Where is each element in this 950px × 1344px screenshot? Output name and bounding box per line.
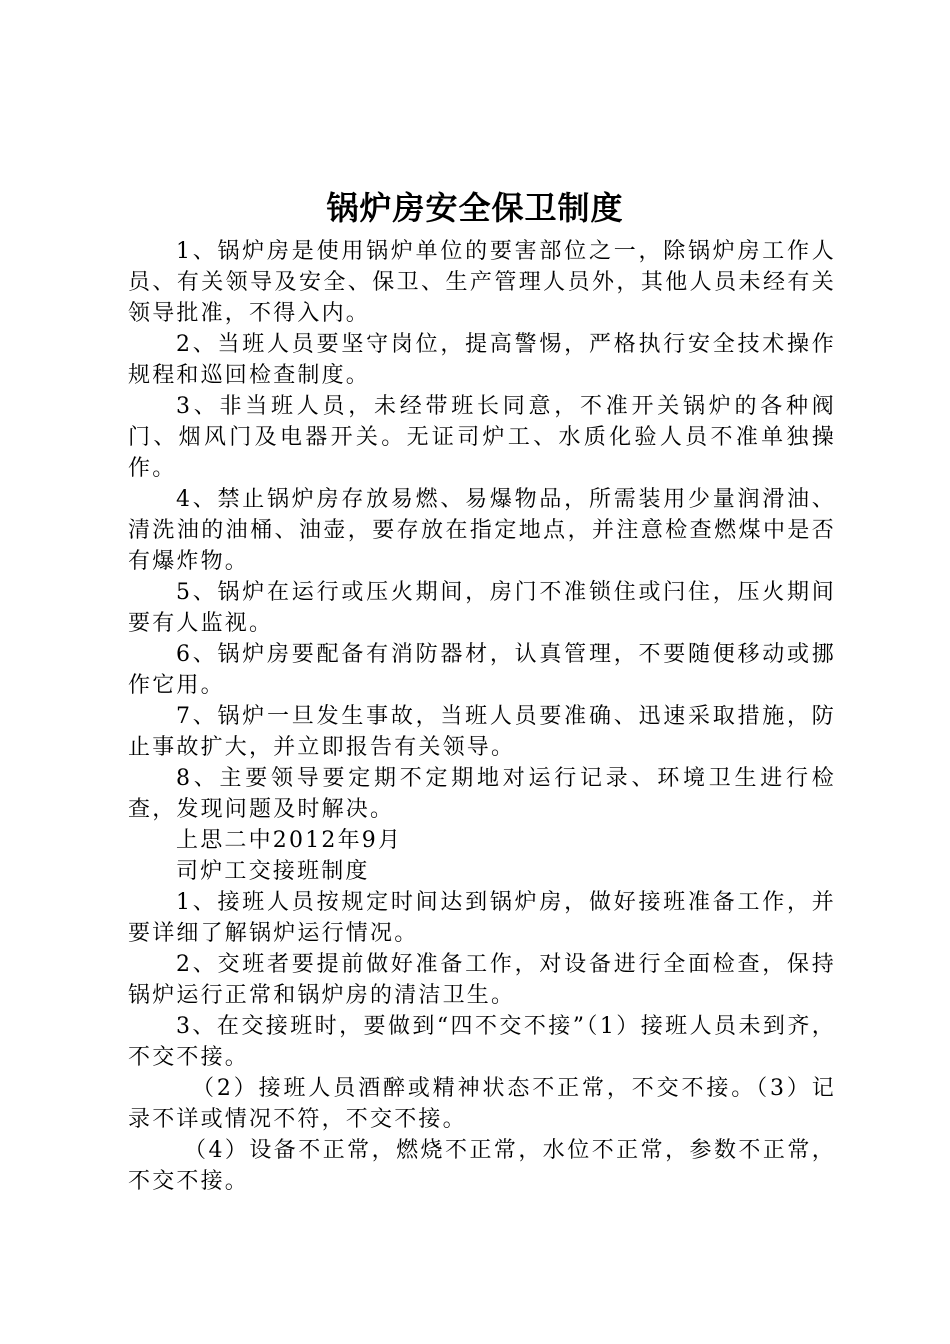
handover-paragraph-3: 3、在交接班时，要做到“四不交不接”（1）接班人员未到齐，不交不接。 bbox=[128, 1014, 836, 1070]
section-heading-handover: 司炉工交接班制度 bbox=[176, 859, 370, 884]
document-body bbox=[128, 236, 836, 1197]
signature-date: 上思二中2012年9月 bbox=[176, 828, 403, 853]
handover-paragraph-5: （4）设备不正常，燃烧不正常，水位不正常，参数不正常，不交不接。 bbox=[128, 1138, 836, 1194]
handover-paragraph-1: 1、接班人员按规定时间达到锅炉房，做好接班准备工作，并要详细了解锅炉运行情况。 bbox=[128, 890, 836, 946]
handover-paragraph-4: （2）接班人员酒醉或精神状态不正常，不交不接。（3）记录不详或情况不符，不交不接。 bbox=[128, 1076, 836, 1132]
paragraph-1: 1、锅炉房是使用锅炉单位的要害部位之一，除锅炉房工作人员、有关领导及安全、保卫、生产管理人员外，其他人员未经有关领导批准，不得入内。 bbox=[128, 239, 836, 326]
paragraph-8: 8、主要领导要定期不定期地对运行记录、环境卫生进行检查，发现问题及时解决。 bbox=[128, 766, 836, 822]
paragraph-3: 3、非当班人员，未经带班长同意，不准开关锅炉的各种阀门、烟风门及电器开关。无证司炉工、水质化验人员不准单独操作。 bbox=[128, 394, 836, 481]
paragraph-5: 5、锅炉在运行或压火期间，房门不准锁住或闩住，压火期间要有人监视。 bbox=[128, 580, 836, 636]
paragraph-2: 2、当班人员要坚守岗位，提高警惕，严格执行安全技术操作规程和巡回检查制度。 bbox=[128, 332, 836, 388]
paragraph-6: 6、锅炉房要配备有消防器材，认真管理，不要随便移动或挪作它用。 bbox=[128, 642, 836, 698]
handover-paragraph-2: 2、交班者要提前做好准备工作，对设备进行全面检查，保持锅炉运行正常和锅炉房的清洁卫生。 bbox=[128, 952, 836, 1008]
document-title: 锅炉房安全保卫制度 bbox=[326, 189, 624, 227]
paragraph-4: 4、禁止锅炉房存放易燃、易爆物品，所需装用少量润滑油、清洗油的油桶、油壶，要存放在指定地点，并注意检查燃煤中是否有爆炸物。 bbox=[128, 487, 836, 574]
paragraph-7: 7、锅炉一旦发生事故，当班人员要准确、迅速采取措施，防止事故扩大，并立即报告有关领导。 bbox=[128, 704, 836, 760]
